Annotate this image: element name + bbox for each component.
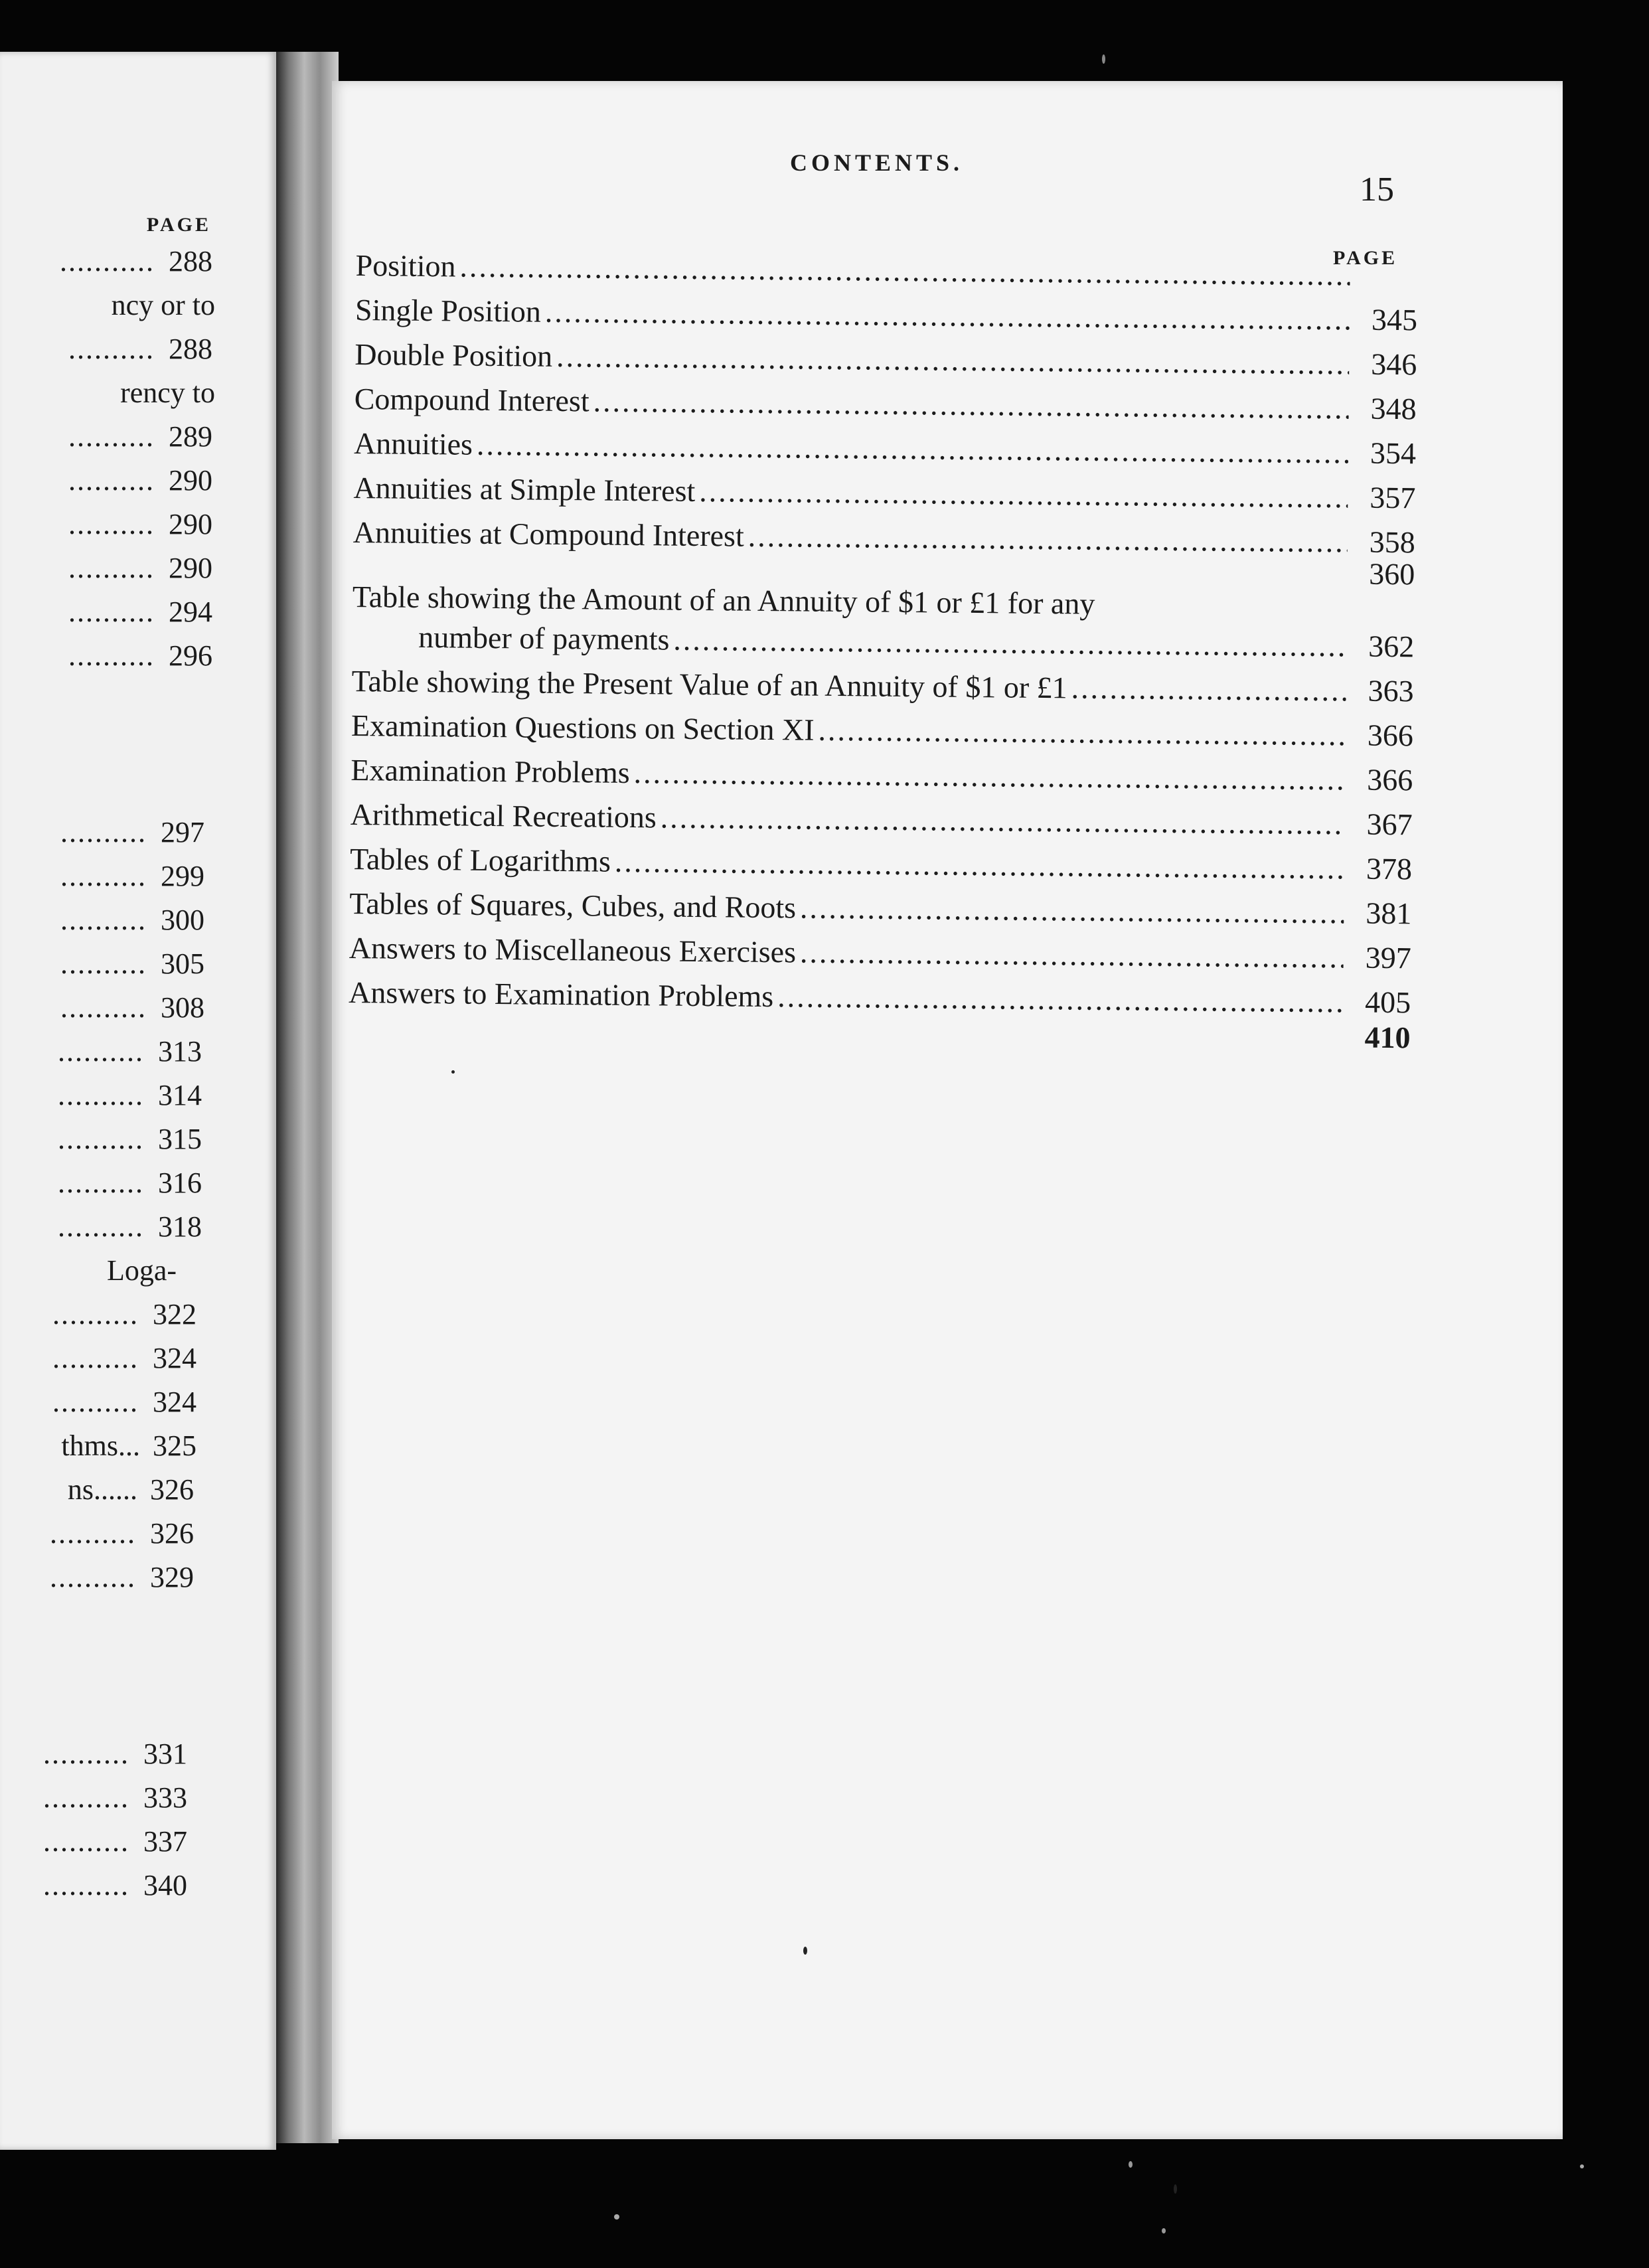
toc-entry: Compound Interest ..... 348 <box>354 376 1417 431</box>
left-row: .......... 318 <box>58 1210 202 1243</box>
toc-entry: Arithmetical Recreations ..... 367 <box>350 792 1413 847</box>
left-row: .......... 290 <box>68 552 212 584</box>
left-row: thms... 325 <box>61 1429 196 1462</box>
left-row: .......... 290 <box>68 508 212 540</box>
left-row: .......... 324 <box>52 1342 196 1374</box>
left-row: .......... 314 <box>58 1079 202 1111</box>
background-speck <box>1102 54 1105 64</box>
left-row: rency to <box>120 376 215 409</box>
background-speck <box>1580 2164 1584 2168</box>
paper-speck <box>1174 2184 1177 2194</box>
toc-entry: Annuities at Compound Interest ..... 358 <box>353 510 1415 564</box>
toc-entry: Single Position ..... 345 <box>355 287 1418 342</box>
background-speck <box>1129 2161 1133 2168</box>
right-page <box>332 81 1563 2139</box>
paper-speck <box>451 1070 455 1074</box>
toc-entry: Double Position ..... 346 <box>354 332 1417 386</box>
left-page-label: PAGE <box>146 214 211 236</box>
background-speck <box>614 2214 619 2220</box>
left-row: .......... 288 <box>68 333 212 365</box>
left-page <box>0 52 276 2150</box>
left-row: .......... 296 <box>68 639 212 672</box>
toc-entry: Answers to Miscellaneous Exercises ..... 397 <box>349 926 1411 980</box>
left-row: .......... 326 <box>50 1517 194 1550</box>
background-speck <box>1162 2228 1166 2233</box>
toc-entry: Examination Problems ..... 366 <box>351 748 1413 802</box>
left-row: .......... 316 <box>58 1167 202 1199</box>
left-row: .......... 333 <box>43 1781 187 1814</box>
left-row: .......... 308 <box>60 991 204 1024</box>
left-row: .......... 300 <box>60 904 204 936</box>
left-row: ncy or to <box>111 289 215 321</box>
left-row: .......... 289 <box>68 420 212 453</box>
left-row: .......... 294 <box>68 596 212 628</box>
left-row: .......... 315 <box>58 1123 202 1155</box>
left-row: .......... 305 <box>60 947 204 980</box>
left-row: Loga- <box>106 1254 177 1287</box>
toc-entry: Tables of Logarithms ..... 378 <box>350 837 1413 891</box>
left-row: .......... 322 <box>52 1298 196 1331</box>
toc-entry: Position ..... <box>355 243 1418 297</box>
left-row: .......... 331 <box>43 1738 187 1770</box>
page-column-label: PAGE <box>1333 247 1398 269</box>
paper-speck <box>803 1947 807 1955</box>
toc-entry: Table showing the Amount of an Annuity of $1 or £1 for any <box>352 579 1095 621</box>
left-row: .......... 340 <box>43 1869 187 1902</box>
toc-entry: Annuities at Simple Interest ..... 357 <box>353 465 1416 520</box>
left-row: .......... 290 <box>68 464 212 497</box>
page-number: 15 <box>1360 171 1394 208</box>
toc-entry: Tables of Squares, Cubes, and Roots ..... 381 <box>349 881 1412 935</box>
table-of-contents <box>348 243 1418 1055</box>
running-head: CONTENTS. <box>790 149 964 176</box>
toc-entry: Annuities ..... 354 <box>354 421 1417 475</box>
left-row: .......... 337 <box>43 1825 187 1858</box>
left-row: .......... 299 <box>60 860 204 892</box>
toc-entry: Table showing the Present Value of an Annuity of $1 or £1 ..... 363 <box>351 659 1414 713</box>
left-row: ........... 288 <box>60 245 212 278</box>
toc-entry: Answers to Examination Problems ..... 405 <box>349 970 1411 1024</box>
left-row: .......... 329 <box>50 1561 194 1593</box>
book-gutter <box>276 52 339 2143</box>
left-row: .......... 313 <box>58 1035 202 1068</box>
toc-entry: 410 <box>1364 1020 1411 1055</box>
toc-entry: Examination Questions on Section XI ..... 366 <box>351 703 1414 758</box>
left-row: .......... 324 <box>52 1386 196 1418</box>
left-row: .......... 297 <box>60 816 204 849</box>
left-row: ns...... 326 <box>67 1473 194 1506</box>
toc-entry-continuation: number of payments ..... 362 <box>352 614 1415 669</box>
toc-entry: 360 <box>1369 556 1415 592</box>
